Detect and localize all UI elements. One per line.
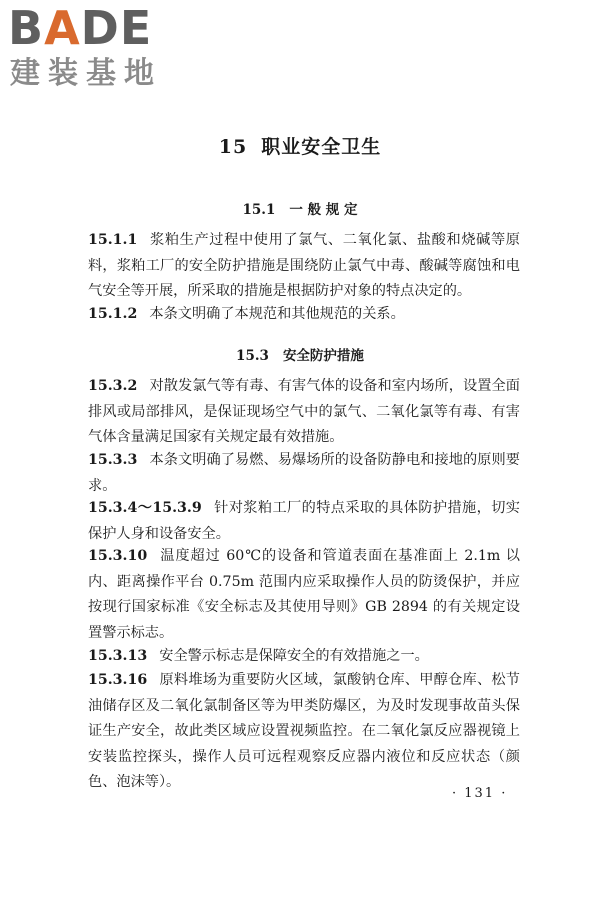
chapter-title-text: 职业安全卫生 [261,136,382,158]
chapter-title [0,132,600,159]
section-number: 15.1 [242,202,276,218]
section-title-text: 一 般 规 定 [289,202,358,218]
clause-number: 15.3.3 [88,452,138,468]
clause-text: 针对浆粕工厂的特点采取的具体防护措施，切实保护人身和设备安全。 [88,500,520,542]
clause-text: 本条文明确了本规范和其他规范的关系。 [149,306,405,322]
clause-paragraph [88,644,520,670]
clause-paragraph [88,544,520,646]
clause-text: 原料堆场为重要防火区域，氯酸钠仓库、甲醇仓库、松节油储存区及二氧化氯制备区等为甲类防爆区，为及时发现事故苗头保证生产安全，故此类区域应设置视频监控。在二氧化氯反应器视镜上安装监控探头，操作人员可远程观察反应器内液位和反应状态（颜色、泡沫等）。 [88,672,520,791]
clause-number: 15.3.13 [88,648,148,664]
clause-paragraph [88,496,520,547]
brand-logo-text [8,2,152,54]
logo-accent-letter: A [44,1,81,55]
clause-number: 15.3.4～15.3.9 [88,500,202,516]
section-heading [0,344,600,364]
clause-text: 对散发氯气等有毒、有害气体的设备和室内场所，设置全面排风或局部排风，是保证现场空气中的氯气、二氧化氯等有毒、有害气体含量满足国家有关规定最有效措施。 [88,378,520,446]
clause-number: 15.1.1 [88,232,138,248]
clause-number: 15.3.16 [88,672,148,688]
brand-subtitle: 建装基地 [10,56,162,91]
clause-paragraph [88,302,520,328]
clause-paragraph [88,668,520,796]
section-heading [0,198,600,218]
clause-paragraph [88,374,520,451]
logo-letters: DE [80,1,153,55]
section-title-text: 安全防护措施 [282,348,364,364]
logo-letter: B [8,1,45,55]
chapter-number: 15 [218,136,248,158]
brand-watermark [8,2,178,98]
page-number: · 131 · [452,786,508,801]
clause-number: 15.3.2 [88,378,138,394]
clause-text: 安全警示标志是保障安全的有效措施之一。 [159,648,429,664]
section-number: 15.3 [236,348,269,364]
clause-text: 本条文明确了易燃、易爆场所的设备防静电和接地的原则要求。 [88,452,520,494]
clause-number: 15.1.2 [88,306,138,322]
clause-paragraph [88,448,520,499]
clause-number: 15.3.10 [88,548,148,564]
clause-text: 温度超过 60℃的设备和管道表面在基准面上 2.1m 以内、距离操作平台 0.75m 范围内应采取操作人员的防烫保护，并应按现行国家标准《安全标志及其使用导则》GB 2894 的有关规定设置警示标志。 [88,548,520,641]
clause-text: 浆粕生产过程中使用了氯气、二氧化氯、盐酸和烧碱等原料，浆粕工厂的安全防护措施是围绕防止氯气中毒、酸碱等腐蚀和电气安全等开展，所采取的措施是根据防护对象的特点决定的。 [88,232,520,300]
clause-paragraph [88,228,520,305]
